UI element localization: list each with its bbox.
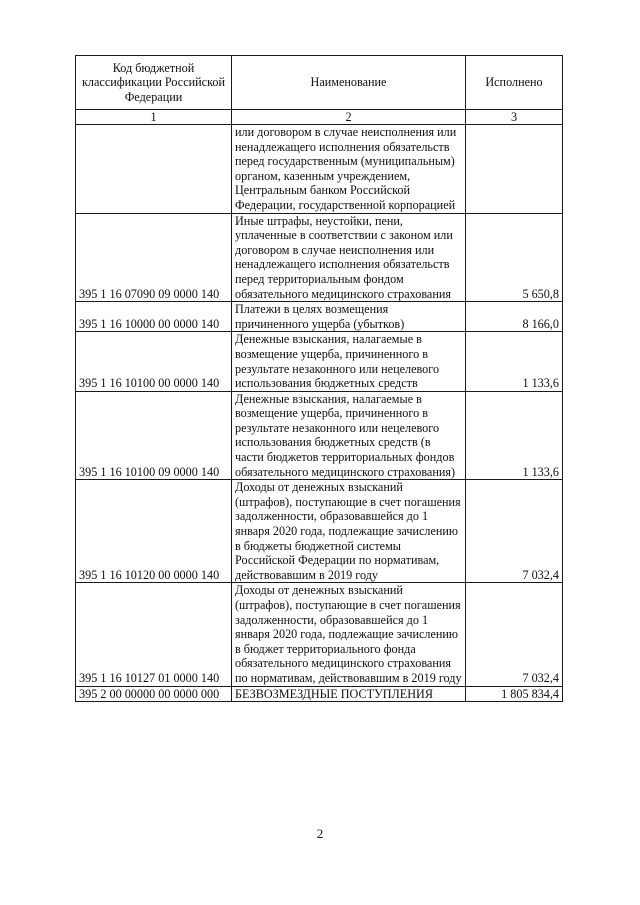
header-name: Наименование [232, 56, 466, 110]
table-row [76, 332, 563, 391]
table-row [76, 213, 563, 302]
row-name: Доходы от денежных взысканий (штрафов), поступающие в счет погашения задолженности, образовавшейся до 1 января 2020 года, подлежащие зачислению в бюджет территориального фонда обязательного медицинского страхования по нормативам, действовавшим в 2019 году [232, 583, 466, 686]
column-number-2: 2 [232, 110, 466, 125]
row-amount: 1 805 834,4 [466, 686, 563, 702]
row-name: Доходы от денежных взысканий (штрафов), поступающие в счет погашения задолженности, образовавшейся до 1 января 2020 года, подлежащие зачислению в бюджеты бюджетной системы Российской Федерации по нормативам, действовавшим в 2019 году [232, 480, 466, 583]
row-amount [466, 125, 563, 214]
row-code: 395 1 16 10127 01 0000 140 [76, 583, 232, 686]
table-row [76, 686, 563, 702]
table-row [76, 391, 563, 480]
row-amount: 7 032,4 [466, 480, 563, 583]
table-row [76, 125, 563, 214]
table-row [76, 480, 563, 583]
row-code [76, 125, 232, 214]
row-code: 395 1 16 10000 00 0000 140 [76, 302, 232, 332]
table-row [76, 302, 563, 332]
row-amount: 1 133,6 [466, 391, 563, 480]
page-number: 2 [316, 826, 324, 841]
header-code: Код бюджетной классификации Российской Федерации [76, 56, 232, 110]
row-name: Денежные взыскания, налагаемые в возмещение ущерба, причиненного в результате незаконного или нецелевого использования бюджетных средств (в части бюджетов территориальных фондов обязательного медицинского страхования) [232, 391, 466, 480]
row-code: 395 1 16 10100 00 0000 140 [76, 332, 232, 391]
column-number-row [76, 110, 563, 125]
column-number-3: 3 [466, 110, 563, 125]
row-name: БЕЗВОЗМЕЗДНЫЕ ПОСТУПЛЕНИЯ [232, 686, 466, 702]
column-number-1: 1 [76, 110, 232, 125]
table-row [76, 583, 563, 686]
row-name: Иные штрафы, неустойки, пени, уплаченные в соответствии с законом или договором в случае неисполнения или ненадлежащего исполнения обязательств перед территориальным фондом обязательного медицинского страхования [232, 213, 466, 302]
row-amount: 1 133,6 [466, 332, 563, 391]
budget-execution-table [75, 55, 563, 702]
header-executed: Исполнено [466, 56, 563, 110]
row-name: Платежи в целях возмещения причиненного ущерба (убытков) [232, 302, 466, 332]
row-amount: 7 032,4 [466, 583, 563, 686]
row-code: 395 2 00 00000 00 0000 000 [76, 686, 232, 702]
row-code: 395 1 16 10100 09 0000 140 [76, 391, 232, 480]
row-amount: 8 166,0 [466, 302, 563, 332]
row-name: Денежные взыскания, налагаемые в возмещение ущерба, причиненного в результате незаконного или нецелевого использования бюджетных средств [232, 332, 466, 391]
row-code: 395 1 16 07090 09 0000 140 [76, 213, 232, 302]
table-header-row [76, 56, 563, 110]
row-name: или договором в случае неисполнения или ненадлежащего исполнения обязательств перед государственным (муниципальным) органом, казенным учреждением, Центральным банком Российской Федерации, государственной корпорацией [232, 125, 466, 214]
row-amount: 5 650,8 [466, 213, 563, 302]
row-code: 395 1 16 10120 00 0000 140 [76, 480, 232, 583]
